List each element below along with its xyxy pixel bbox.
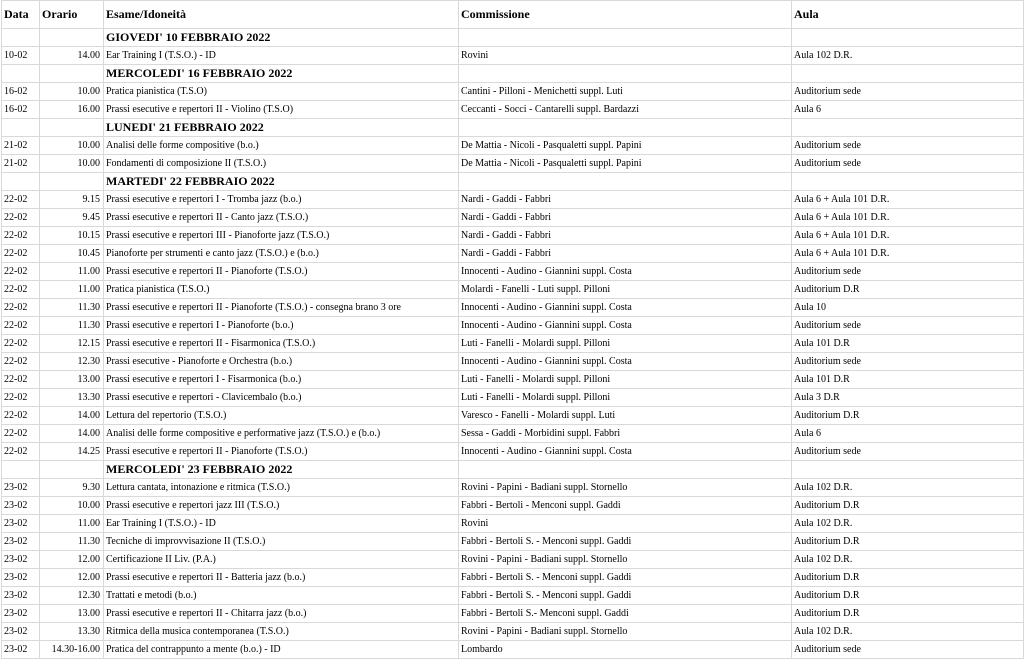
cell-data: 22-02 [2,281,40,299]
cell-aula [792,29,1024,47]
cell-data: 22-02 [2,191,40,209]
cell-commissione [459,29,792,47]
cell-commissione: Rovini - Papini - Badiani suppl. Stornello [459,479,792,497]
cell-orario: 12.30 [40,587,104,605]
table-row [2,479,1024,497]
table-row [2,227,1024,245]
cell-orario: 9.30 [40,479,104,497]
cell-esame: Ritmica della musica contemporanea (T.S.O.) [104,623,459,641]
cell-esame: Prassi esecutive e repertori - Clavicembalo (b.o.) [104,389,459,407]
cell-esame: Pratica del contrappunto a mente (b.o.) - ID [104,641,459,659]
cell-commissione: Rovini [459,515,792,533]
cell-esame: Ear Training I (T.S.O.) - ID [104,515,459,533]
cell-esame: Analisi delle forme compositive (b.o.) [104,137,459,155]
cell-orario [40,119,104,137]
cell-data: 23-02 [2,605,40,623]
table-row [2,623,1024,641]
header-commissione: Commissione [459,1,792,29]
cell-aula: Aula 6 [792,101,1024,119]
cell-esame: Prassi esecutive e repertori II - Chitarra jazz (b.o.) [104,605,459,623]
cell-esame: Prassi esecutive e repertori I - Tromba jazz (b.o.) [104,191,459,209]
cell-commissione: Nardi - Gaddi - Fabbri [459,245,792,263]
table-row [2,155,1024,173]
cell-esame: Prassi esecutive e repertori II - Fisarmonica (T.S.O.) [104,335,459,353]
table-row [2,281,1024,299]
cell-aula: Auditorium sede [792,443,1024,461]
cell-aula: Auditorium D.R [792,569,1024,587]
table-row [2,137,1024,155]
cell-orario: 13.00 [40,371,104,389]
cell-commissione: Rovini - Papini - Badiani suppl. Stornello [459,551,792,569]
day-header-row [2,29,1024,47]
cell-data [2,461,40,479]
cell-aula: Aula 10 [792,299,1024,317]
cell-commissione: Fabbri - Bertoli S.- Menconi suppl. Gaddi [459,605,792,623]
cell-aula [792,65,1024,83]
cell-orario: 12.00 [40,569,104,587]
cell-aula: Auditorium sede [792,353,1024,371]
cell-esame: Fondamenti di composizione II (T.S.O.) [104,155,459,173]
cell-esame: Prassi esecutive e repertori jazz III (T.S.O.) [104,497,459,515]
cell-aula: Aula 102 D.R. [792,479,1024,497]
cell-esame: Prassi esecutive e repertori II - Pianoforte (T.S.O.) - consegna brano 3 ore [104,299,459,317]
cell-aula: Auditorium sede [792,317,1024,335]
cell-orario: 13.00 [40,605,104,623]
cell-orario: 11.30 [40,317,104,335]
cell-data [2,29,40,47]
cell-data: 22-02 [2,209,40,227]
cell-orario: 11.30 [40,299,104,317]
table-row [2,47,1024,65]
day-header-row [2,119,1024,137]
cell-aula: Aula 102 D.R. [792,551,1024,569]
cell-data: 16-02 [2,101,40,119]
cell-aula: Auditorium D.R [792,497,1024,515]
cell-commissione: Nardi - Gaddi - Fabbri [459,209,792,227]
table-row [2,605,1024,623]
table-row [2,353,1024,371]
day-header-row [2,65,1024,83]
cell-commissione: Fabbri - Bertoli S. - Menconi suppl. Gaddi [459,587,792,605]
cell-commissione [459,461,792,479]
cell-data: 23-02 [2,641,40,659]
header-data: Data [2,1,40,29]
table-row [2,407,1024,425]
cell-data: 22-02 [2,317,40,335]
table-row [2,587,1024,605]
cell-esame: Pratica pianistica (T.S.O.) [104,281,459,299]
cell-data: 23-02 [2,569,40,587]
day-label: MARTEDI' 22 FEBBRAIO 2022 [104,173,459,191]
cell-aula [792,119,1024,137]
table-row [2,317,1024,335]
cell-data: 22-02 [2,353,40,371]
cell-commissione: Fabbri - Bertoli - Menconi suppl. Gaddi [459,497,792,515]
cell-orario: 10.15 [40,227,104,245]
table-row [2,389,1024,407]
cell-esame: Prassi esecutive e repertori III - Pianoforte jazz (T.S.O.) [104,227,459,245]
cell-orario: 12.30 [40,353,104,371]
day-label: MERCOLEDI' 23 FEBBRAIO 2022 [104,461,459,479]
cell-commissione: Nardi - Gaddi - Fabbri [459,191,792,209]
cell-esame: Analisi delle forme compositive e performative jazz (T.S.O.) e (b.o.) [104,425,459,443]
cell-orario: 16.00 [40,101,104,119]
day-label: MERCOLEDI' 16 FEBBRAIO 2022 [104,65,459,83]
cell-commissione: Fabbri - Bertoli S. - Menconi suppl. Gaddi [459,533,792,551]
cell-orario: 9.15 [40,191,104,209]
cell-orario: 11.00 [40,263,104,281]
cell-esame: Certificazione II Liv. (P.A.) [104,551,459,569]
exam-schedule-table [1,0,1024,659]
cell-data: 23-02 [2,587,40,605]
header-aula: Aula [792,1,1024,29]
cell-esame: Prassi esecutive - Pianoforte e Orchestra (b.o.) [104,353,459,371]
table-row [2,641,1024,659]
day-header-row [2,173,1024,191]
day-label: LUNEDI' 21 FEBBRAIO 2022 [104,119,459,137]
cell-orario: 13.30 [40,623,104,641]
table-row [2,245,1024,263]
cell-orario: 9.45 [40,209,104,227]
cell-orario: 14.00 [40,47,104,65]
cell-aula [792,173,1024,191]
cell-esame: Prassi esecutive e repertori I - Pianoforte (b.o.) [104,317,459,335]
cell-aula: Aula 102 D.R. [792,623,1024,641]
cell-orario: 11.00 [40,281,104,299]
cell-aula: Auditorium sede [792,83,1024,101]
cell-commissione: Rovini - Papini - Badiani suppl. Stornello [459,623,792,641]
cell-orario: 13.30 [40,389,104,407]
cell-orario: 12.00 [40,551,104,569]
cell-commissione: Ceccanti - Socci - Cantarelli suppl. Bardazzi [459,101,792,119]
cell-orario: 14.25 [40,443,104,461]
table-row [2,497,1024,515]
cell-data: 22-02 [2,299,40,317]
cell-orario: 14.30-16.00 [40,641,104,659]
cell-aula: Auditorium D.R [792,587,1024,605]
cell-orario [40,65,104,83]
table-row [2,569,1024,587]
cell-data: 16-02 [2,83,40,101]
table-row [2,335,1024,353]
cell-aula: Aula 101 D.R [792,371,1024,389]
cell-commissione: Luti - Fanelli - Molardi suppl. Pilloni [459,335,792,353]
cell-esame: Prassi esecutive e repertori II - Pianoforte (T.S.O.) [104,263,459,281]
cell-aula: Auditorium sede [792,137,1024,155]
cell-esame: Pratica pianistica (T.S.O) [104,83,459,101]
table-row [2,425,1024,443]
cell-aula: Aula 6 + Aula 101 D.R. [792,209,1024,227]
cell-esame: Prassi esecutive e repertori II - Canto jazz (T.S.O.) [104,209,459,227]
cell-orario: 14.00 [40,407,104,425]
cell-commissione [459,119,792,137]
cell-commissione: De Mattia - Nicoli - Pasqualetti suppl. Papini [459,137,792,155]
cell-data: 23-02 [2,515,40,533]
cell-esame: Trattati e metodi (b.o.) [104,587,459,605]
table-row [2,371,1024,389]
cell-data: 23-02 [2,533,40,551]
cell-aula: Auditorium sede [792,263,1024,281]
header-row [2,1,1024,29]
cell-commissione: Innocenti - Audino - Giannini suppl. Costa [459,443,792,461]
cell-aula: Aula 6 + Aula 101 D.R. [792,191,1024,209]
cell-data [2,119,40,137]
table-row [2,299,1024,317]
cell-commissione: Lombardo [459,641,792,659]
cell-aula: Auditorium D.R [792,605,1024,623]
cell-orario: 11.30 [40,533,104,551]
header-esame: Esame/Idoneità [104,1,459,29]
cell-esame: Ear Training I (T.S.O.) - ID [104,47,459,65]
table-row [2,83,1024,101]
cell-data: 22-02 [2,407,40,425]
cell-aula: Aula 6 + Aula 101 D.R. [792,245,1024,263]
cell-commissione: Cantini - Pilloni - Menichetti suppl. Luti [459,83,792,101]
table-row [2,263,1024,281]
table-row [2,209,1024,227]
cell-commissione: Innocenti - Audino - Giannini suppl. Costa [459,317,792,335]
cell-aula: Auditorium sede [792,641,1024,659]
cell-data: 22-02 [2,443,40,461]
cell-commissione: Sessa - Gaddi - Morbidini suppl. Fabbri [459,425,792,443]
cell-data [2,173,40,191]
table-row [2,515,1024,533]
cell-orario: 10.00 [40,497,104,515]
cell-orario: 10.00 [40,155,104,173]
cell-commissione [459,173,792,191]
cell-data: 22-02 [2,263,40,281]
cell-commissione: Luti - Fanelli - Molardi suppl. Pilloni [459,389,792,407]
cell-esame: Tecniche di improvvisazione II (T.S.O.) [104,533,459,551]
cell-commissione: Innocenti - Audino - Giannini suppl. Costa [459,299,792,317]
cell-orario [40,461,104,479]
cell-aula: Aula 102 D.R. [792,515,1024,533]
cell-orario [40,29,104,47]
cell-data: 22-02 [2,425,40,443]
cell-data: 23-02 [2,623,40,641]
table-row [2,443,1024,461]
header-orario: Orario [40,1,104,29]
cell-commissione: Luti - Fanelli - Molardi suppl. Pilloni [459,371,792,389]
day-header-row [2,461,1024,479]
cell-esame: Lettura cantata, intonazione e ritmica (T.S.O.) [104,479,459,497]
cell-commissione: Molardi - Fanelli - Luti suppl. Pilloni [459,281,792,299]
cell-commissione: Innocenti - Audino - Giannini suppl. Costa [459,263,792,281]
cell-aula: Auditorium D.R [792,281,1024,299]
cell-esame: Prassi esecutive e repertori II - Batteria jazz (b.o.) [104,569,459,587]
cell-aula: Auditorium sede [792,155,1024,173]
table-row [2,101,1024,119]
cell-aula: Auditorium D.R [792,533,1024,551]
cell-data: 10-02 [2,47,40,65]
cell-data: 22-02 [2,389,40,407]
cell-commissione: De Mattia - Nicoli - Pasqualetti suppl. Papini [459,155,792,173]
cell-commissione: Fabbri - Bertoli S. - Menconi suppl. Gaddi [459,569,792,587]
cell-esame: Pianoforte per strumenti e canto jazz (T.S.O.) e (b.o.) [104,245,459,263]
cell-data: 23-02 [2,551,40,569]
cell-commissione: Innocenti - Audino - Giannini suppl. Costa [459,353,792,371]
cell-data: 22-02 [2,371,40,389]
cell-esame: Prassi esecutive e repertori II - Violino (T.S.O) [104,101,459,119]
cell-data: 21-02 [2,137,40,155]
table-row [2,533,1024,551]
cell-data: 21-02 [2,155,40,173]
cell-esame: Prassi esecutive e repertori I - Fisarmonica (b.o.) [104,371,459,389]
cell-data: 23-02 [2,497,40,515]
table-row [2,551,1024,569]
cell-aula: Aula 102 D.R. [792,47,1024,65]
day-label: GIOVEDI' 10 FEBBRAIO 2022 [104,29,459,47]
cell-data: 22-02 [2,227,40,245]
cell-aula: Aula 101 D.R [792,335,1024,353]
cell-aula: Auditorium D.R [792,407,1024,425]
cell-aula: Aula 6 + Aula 101 D.R. [792,227,1024,245]
table-row [2,191,1024,209]
cell-commissione [459,65,792,83]
cell-aula [792,461,1024,479]
cell-orario: 10.45 [40,245,104,263]
cell-orario: 12.15 [40,335,104,353]
cell-data: 23-02 [2,479,40,497]
cell-orario: 11.00 [40,515,104,533]
cell-orario: 10.00 [40,83,104,101]
cell-orario: 10.00 [40,137,104,155]
cell-orario: 14.00 [40,425,104,443]
cell-esame: Lettura del repertorio (T.S.O.) [104,407,459,425]
cell-data: 22-02 [2,245,40,263]
cell-data [2,65,40,83]
cell-commissione: Rovini [459,47,792,65]
cell-aula: Aula 6 [792,425,1024,443]
cell-commissione: Varesco - Fanelli - Molardi suppl. Luti [459,407,792,425]
cell-orario [40,173,104,191]
cell-data: 22-02 [2,335,40,353]
cell-esame: Prassi esecutive e repertori II - Pianoforte (T.S.O.) [104,443,459,461]
cell-aula: Aula 3 D.R [792,389,1024,407]
cell-commissione: Nardi - Gaddi - Fabbri [459,227,792,245]
